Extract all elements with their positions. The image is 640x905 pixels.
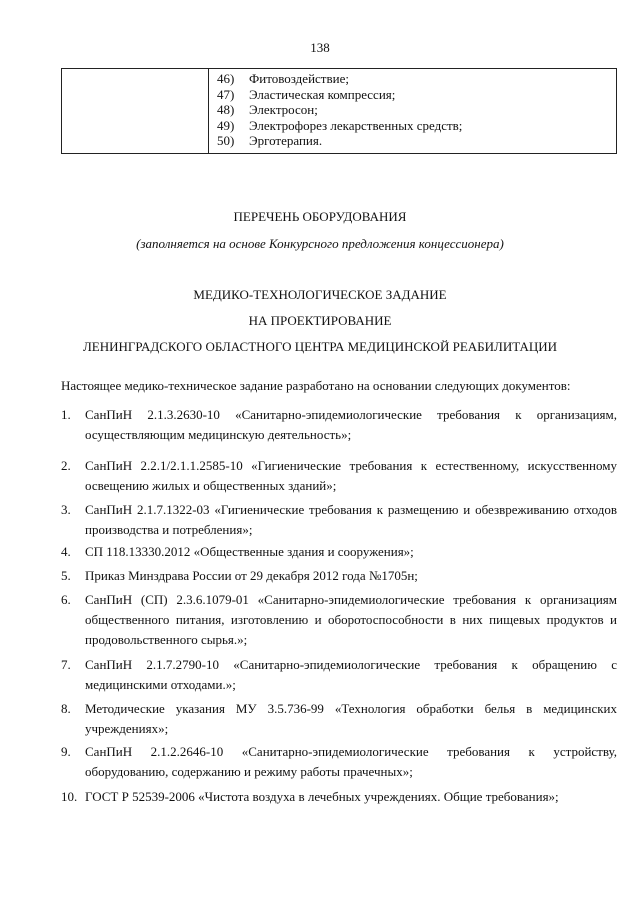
task-title-line-3: ЛЕНИНГРАДСКОГО ОБЛАСТНОГО ЦЕНТРА МЕДИЦИНСКОЙ РЕАБИЛИТАЦИИ [82, 339, 558, 354]
document-text: СанПиН (СП) 2.3.6.1079-01 «Санитарно-эпидемиологические требования к организациям общественного питания, изготовлению и оборотоспособности в них пищевых продуктов и продовольственного сырья.»; [85, 592, 617, 647]
document-text: СП 118.13330.2012 «Общественные здания и сооружения»; [85, 544, 414, 559]
table-item-text: Электросон; [249, 102, 318, 117]
document-list-item [61, 405, 617, 445]
table-list-item [209, 118, 616, 134]
document-text: СанПиН 2.1.3.2630-10 «Санитарно-эпидемиологические требования к организациям, осуществляющим медицинскую деятельность»; [85, 407, 617, 442]
document-list-item [61, 566, 617, 586]
document-number: 3. [61, 502, 71, 517]
document-number: 2. [61, 458, 71, 473]
document-number: 7. [61, 657, 71, 672]
table-item-number: 48) [217, 102, 235, 117]
document-number: 10. [61, 789, 78, 804]
document-list-item [61, 542, 617, 562]
page-number: 138 [310, 40, 330, 55]
intro-paragraph: Настоящее медико-техническое задание разработано на основании следующих документов: [61, 378, 571, 393]
table-item-number: 49) [217, 117, 235, 133]
table-cell-empty [62, 69, 209, 154]
document-number: 5. [61, 568, 71, 583]
document-text: СанПиН 2.1.7.2790-10 «Санитарно-эпидемиологические требования к обращению с медицинскими отходами.»; [85, 657, 617, 692]
table-item-text: Фитовоздействие; [249, 71, 349, 86]
equipment-subtitle: (заполняется на основе Конкурсного предложения концессионера) [136, 236, 504, 251]
document-number: 1. [61, 407, 71, 422]
equipment-title: ПЕРЕЧЕНЬ ОБОРУДОВАНИЯ [233, 209, 407, 224]
document-text: Методические указания МУ 3.5.736-99 «Технология обработки белья в медицинских учреждениях»; [85, 701, 617, 736]
table-list-item [209, 133, 616, 149]
continuation-table [61, 68, 617, 154]
table-item-number: 50) [217, 133, 235, 148]
document-text: СанПиН 2.1.2.2646-10 «Санитарно-эпидемиологические требования к устройству, оборудованию, содержанию и режиму работы прачечных»; [85, 744, 617, 779]
document-number: 4. [61, 544, 71, 559]
document-list-item [61, 590, 617, 650]
table-item-list [209, 69, 616, 153]
table-item-text: Эрготерапия. [249, 133, 323, 148]
table-list-item [209, 102, 616, 118]
table-cell-list [209, 69, 617, 154]
table-list-item [209, 71, 616, 87]
document-list-item [61, 655, 617, 695]
task-title-line-2: НА ПРОЕКТИРОВАНИЕ [248, 313, 392, 328]
table-row [62, 69, 617, 154]
table-item-number: 46) [217, 71, 235, 86]
document-list-item [61, 500, 617, 540]
document-text: ГОСТ Р 52539-2006 «Чистота воздуха в лечебных учреждениях. Общие требования»; [85, 789, 559, 804]
document-text: Приказ Минздрава России от 29 декабря 2012 года №1705н; [85, 568, 418, 583]
document-number: 9. [61, 744, 71, 759]
document-number: 8. [61, 701, 71, 716]
table-item-text: Эластическая компрессия; [249, 86, 396, 102]
task-title-line-1: МЕДИКО-ТЕХНОЛОГИЧЕСКОЕ ЗАДАНИЕ [193, 287, 447, 302]
document-list-item [61, 742, 617, 782]
table-item-text: Электрофорез лекарственных средств; [249, 117, 463, 133]
document-list-item [61, 699, 617, 739]
document-text: СанПиН 2.1.7.1322-03 «Гигиенические требования к размещению и обезвреживанию отходов производства и потребления»; [85, 502, 617, 537]
document-list-item [61, 456, 617, 496]
document-list-item [61, 787, 617, 807]
document-number: 6. [61, 592, 71, 607]
document-text: СанПиН 2.2.1/2.1.1.2585-10 «Гигиенические требования к естественному, искусственному освещению жилых и общественных зданий»; [85, 458, 617, 493]
table-item-number: 47) [217, 86, 235, 102]
table-list-item [209, 87, 616, 103]
